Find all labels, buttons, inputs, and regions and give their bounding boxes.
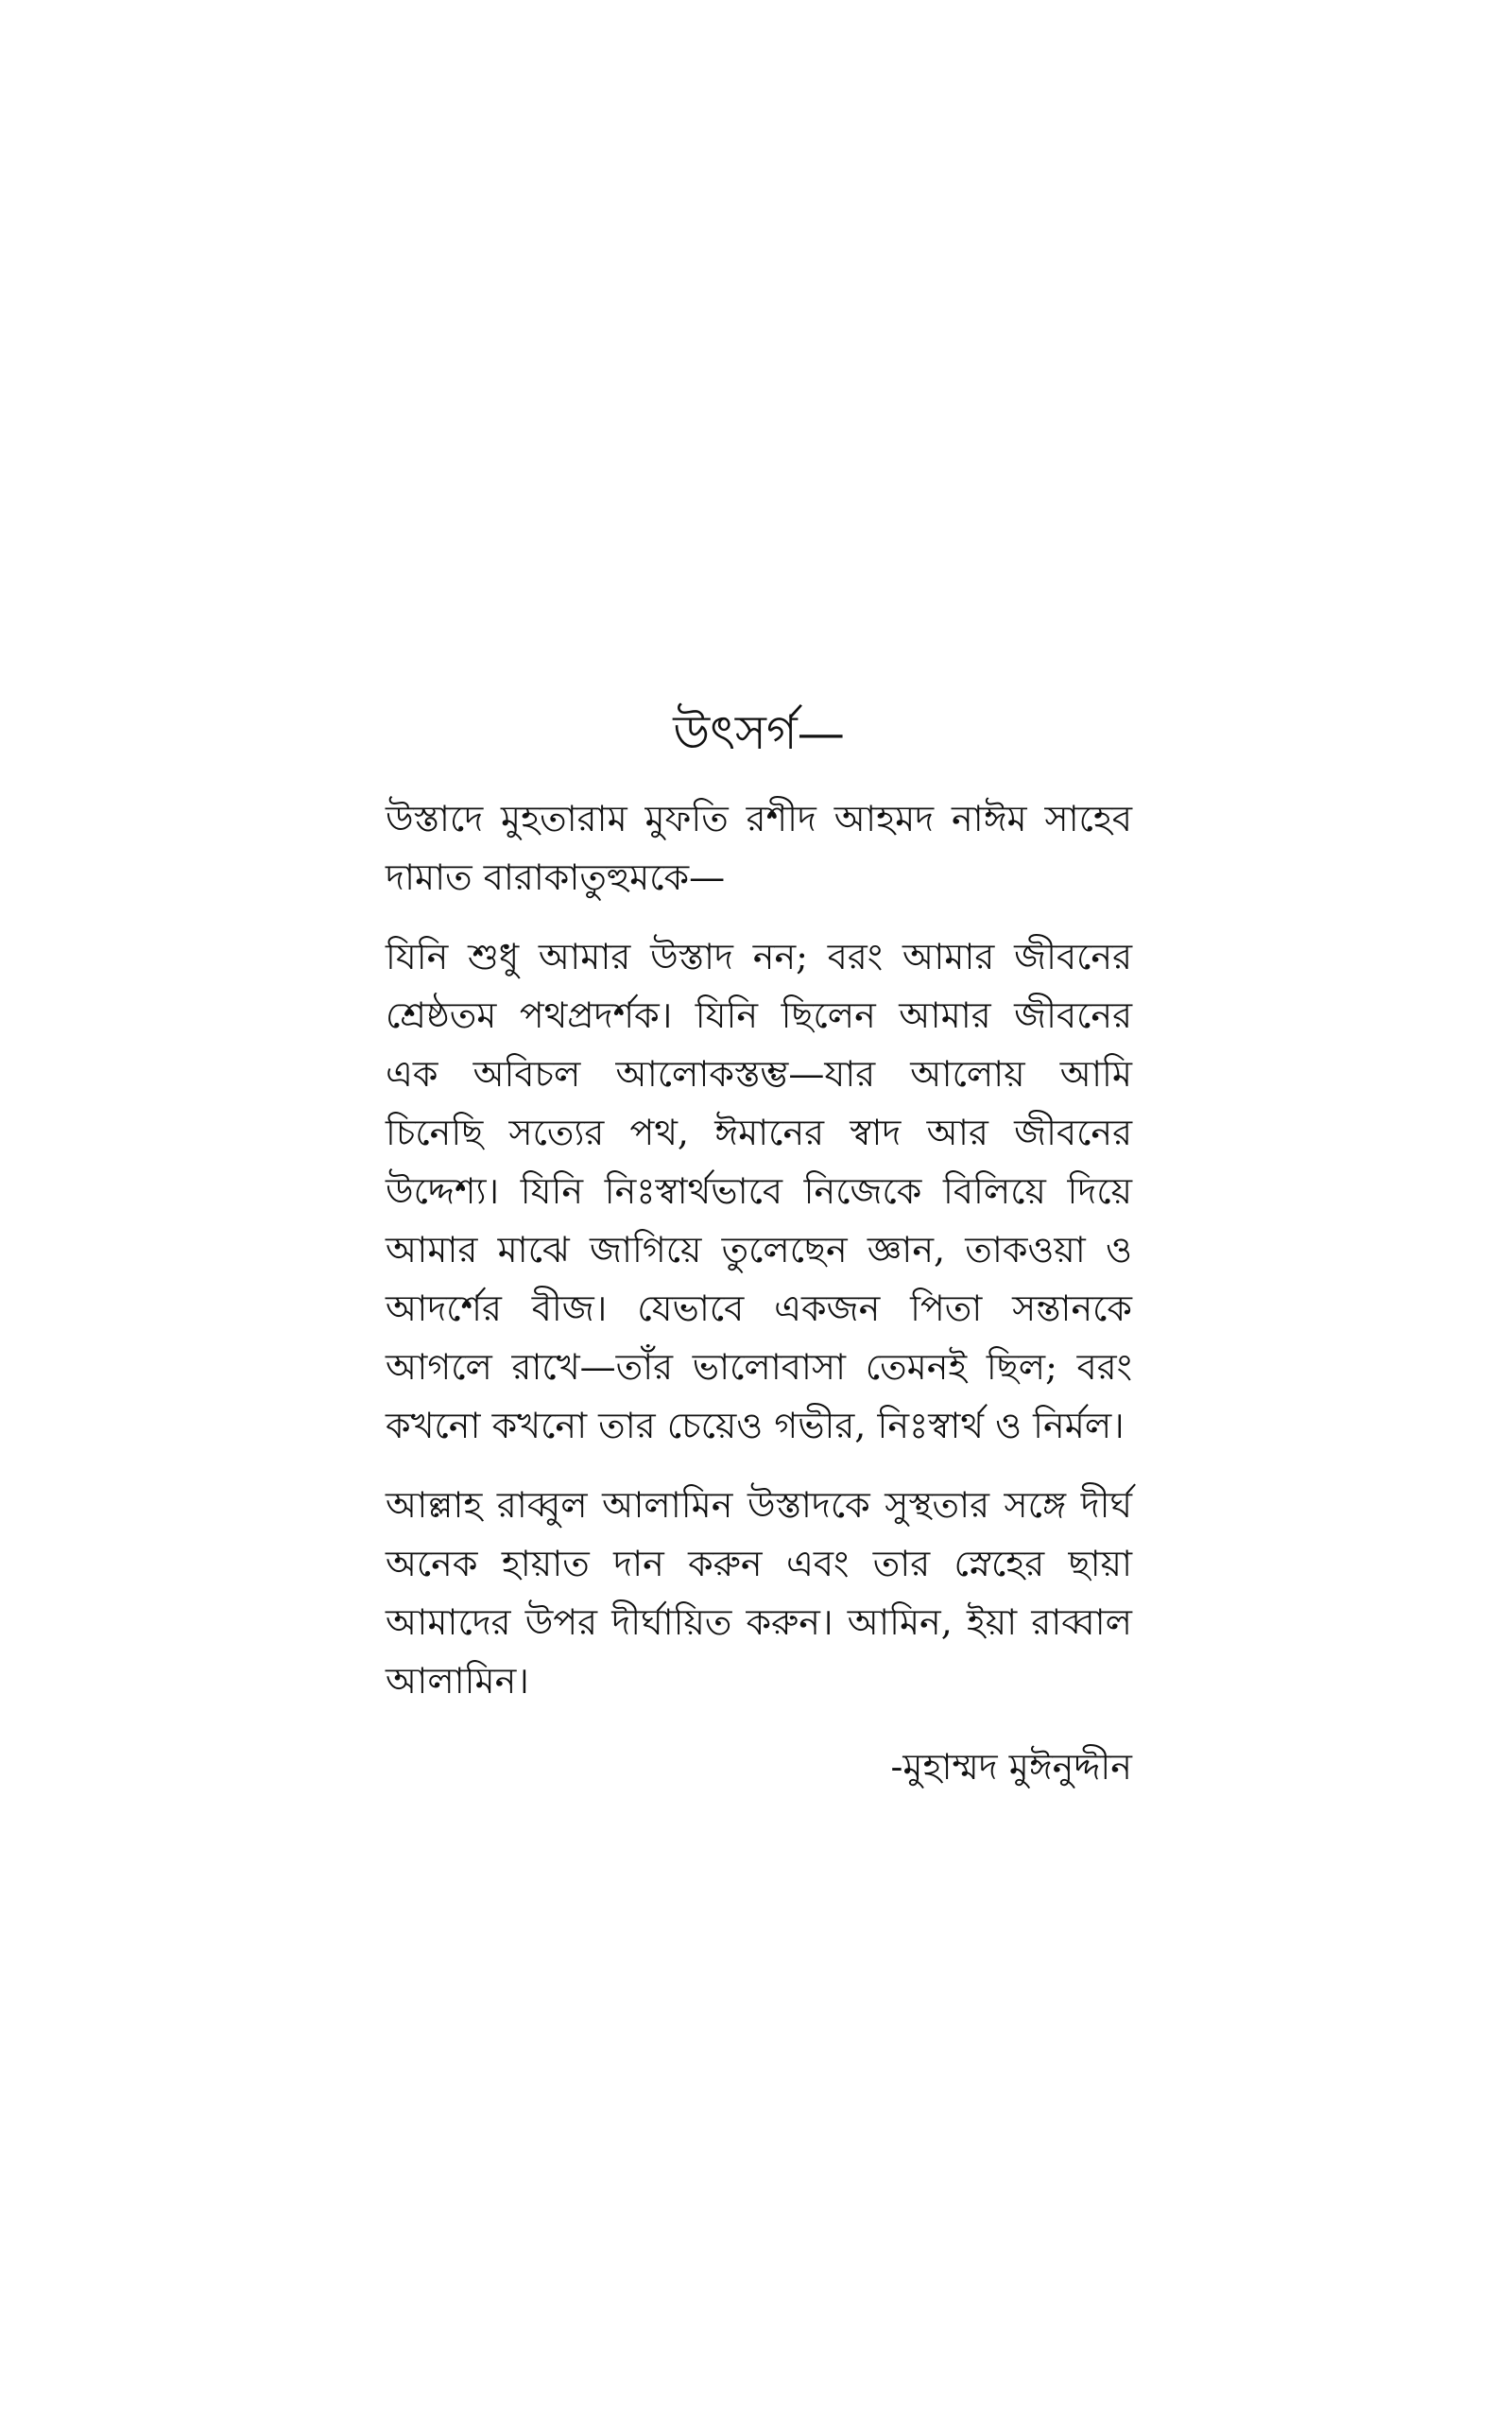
author-signature: -মুহাম্মদ মুঈনুদ্দীন — [890, 1746, 1132, 1788]
dedication-section — [386, 695, 1132, 1795]
dedication-body-paragraph: যিনি শুধু আমার উস্তাদ নন; বরং আমার জীবনের শ্রেষ্ঠতম পথপ্রদর্শক। যিনি ছিলেন আমার জীবনের এক অবিচল আলোকস্তম্ভ—যার আলোয় আমি চিনেছি সত্যের পথ, ঈমানের স্বাদ আর জীবনের উদ্দেশ্য। যিনি নিঃস্বার্থভাবে নিজেকে বিলিয়ে দিয়ে আমার মাঝে জাগিয়ে তুলেছেন জ্ঞান, তাকওয়া ও আদর্শের বীজ। যেভাবে একজন পিতা সন্তানকে আগলে রাখে—তাঁর ভালোবাসা তেমনই ছিল; বরং কখনো কখনো তার চেয়েও গভীর, নিঃস্বার্থ ও নির্মল। — [386, 936, 1132, 1446]
dedication-address: উস্তাদে মুহতারাম মুফতি রশীদ আহমদ নাঈম সাহেব দামাত বারাকাতুহুমকে— — [386, 798, 1132, 898]
dedication-title: উৎসর্গ— — [673, 705, 845, 760]
dedication-prayer-paragraph: আল্লাহ রাব্বুল আলামিন উস্তাদকে সুস্থতার সঙ্গে দীর্ঘ অনেক হায়াত দান করুন এবং তার স্নেহের ছায়া আমাদের উপর দীর্ঘায়িত করুন। আমিন, ইয়া রাব্বাল আলামিন। — [386, 1484, 1132, 1702]
